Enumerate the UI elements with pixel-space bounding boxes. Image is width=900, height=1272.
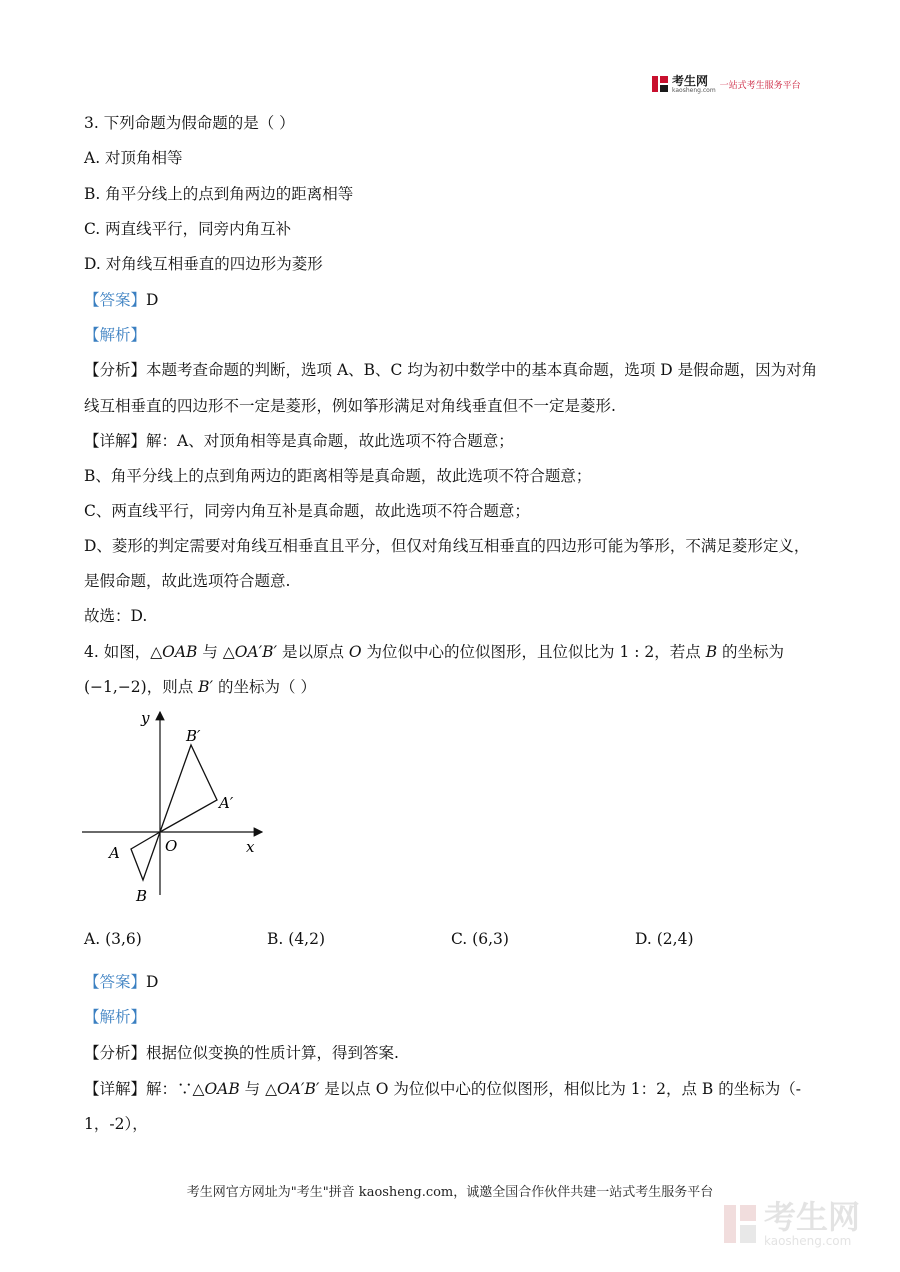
detail-text: 解：A、对顶角相等是真命题，故此选项不符合题意； — [146, 432, 514, 450]
q3-detail-3: C、两直线平行，同旁内角互补是真命题，故此选项不符合题意； — [84, 502, 530, 520]
fenxi-label: 【分析】 — [84, 361, 147, 379]
detail-label: 【详解】 — [84, 1080, 147, 1098]
logo-name: 考生网 — [672, 73, 709, 88]
option-value: (2,4) — [656, 930, 694, 948]
answer-value: D — [146, 973, 159, 991]
fenxi-label: 【分析】 — [84, 1044, 147, 1062]
q3-fenxi-2: 线互相垂直的四边形不一定是菱形，例如筝形满足对角线垂直但不一定是菱形. — [84, 397, 616, 415]
option-label: A. — [84, 930, 101, 948]
q4-answer — [84, 970, 158, 992]
q3-option-d: D. 对角线互相垂直的四边形为菱形 — [84, 255, 323, 273]
option-label: C. — [451, 930, 468, 948]
q4-triangle-oapbp: △OA′B′ — [222, 643, 278, 661]
q4-text: 的坐标为 — [717, 643, 785, 661]
q4-detail-1 — [84, 1077, 801, 1099]
watermark-domain: kaosheng.com — [764, 1234, 852, 1248]
q3-option-a: A. 对顶角相等 — [84, 149, 183, 167]
q3-option-c: C. 两直线平行，同旁内角互补 — [84, 220, 292, 238]
triangle-oab — [131, 832, 160, 880]
footer-text: 考生网官方网址为"考生"拼音 kaosheng.com，诚邀全国合作伙伴共建一站式考生服务平台 — [186, 1185, 714, 1200]
q4-text: 是以原点 — [277, 643, 349, 661]
fenxi-text: 根据位似变换的性质计算，得到答案. — [146, 1044, 399, 1062]
q4-fenxi — [84, 1041, 399, 1063]
answer-label: 【答案】 — [84, 291, 147, 309]
logo-slogan: 一站式考生服务平台 — [719, 80, 801, 91]
q3-detail-5: 是假命题，故此选项符合题意. — [84, 572, 291, 590]
detail-label: 【详解】 — [84, 432, 147, 450]
detail-text: 是以点 O 为位似中心的位似图形，相似比为 1：2，点 B 的坐标为（- — [319, 1080, 801, 1098]
detail-triangle-oapbp: △OA′B′ — [265, 1080, 320, 1098]
q4-detail-2: 1，-2）， — [84, 1115, 148, 1133]
q4-triangle-oab: △OAB — [150, 643, 198, 661]
q4-option-c — [451, 930, 509, 948]
q4-analysis-label: 【解析】 — [84, 1008, 147, 1026]
q4-text: 的坐标为（ ） — [213, 678, 316, 696]
q4-option-b — [267, 930, 325, 948]
logo-domain: kaosheng.com — [672, 86, 716, 94]
answer-label: 【答案】 — [84, 973, 147, 991]
q4-option-a — [84, 930, 142, 948]
q3-detail-4: D、菱形的判定需要对角线互相垂直且平分，但仅对角线互相垂直的四边形可能为筝形，不满足菱形定义， — [84, 537, 810, 555]
q4-ratio: 1 : 2 — [619, 643, 655, 661]
answer-value: D — [146, 291, 159, 309]
watermark-name: 考生网 — [764, 1198, 861, 1236]
q3-analysis-label: 【解析】 — [84, 326, 147, 344]
triangle-oapbp — [160, 745, 217, 832]
q4-text: ，若点 — [654, 643, 706, 661]
q4-text: 为位似中心的位似图形，且位似比为 — [361, 643, 620, 661]
q4-point-bp: B′ — [198, 678, 214, 696]
label-a: A — [109, 844, 120, 862]
option-value: (4,2) — [288, 930, 326, 948]
q4-text: 4. 如图， — [84, 643, 151, 661]
q3-conclusion: 故选：D. — [84, 607, 148, 625]
q4-text: 与 — [197, 643, 223, 661]
watermark-logo — [724, 1198, 861, 1248]
q3-detail-2: B、角平分线上的点到角两边的距离相等是真命题，故此选项不符合题意； — [84, 467, 592, 485]
detail-text: 与 — [239, 1080, 266, 1098]
label-bp: B′ — [186, 727, 201, 745]
fenxi-text: 本题考查命题的判断，选项 A、B、C 均为初中数学中的基本真命题，选项 D 是假命题，因为对角 — [146, 361, 818, 379]
option-value: (6,3) — [472, 930, 509, 948]
q3-option-b: B. 角平分线上的点到角两边的距离相等 — [84, 185, 354, 203]
q3-question: 3. 下列命题为假命题的是（ ） — [84, 114, 295, 132]
watermark-icon — [724, 1201, 758, 1247]
option-label: B. — [267, 930, 284, 948]
q4-option-d — [635, 930, 694, 948]
detail-triangle-oab: △OAB — [192, 1080, 240, 1098]
detail-text: 解：∵ — [146, 1080, 193, 1098]
label-ap: A′ — [219, 794, 234, 812]
q4-point-o: O — [348, 643, 362, 661]
option-label: D. — [635, 930, 652, 948]
label-o: O — [165, 837, 178, 855]
label-x: x — [246, 838, 255, 856]
option-value: (3,6) — [105, 930, 142, 948]
label-b: B — [136, 887, 148, 905]
q4-coord-b: (−1,−2) — [84, 678, 147, 696]
label-y: y — [141, 709, 150, 727]
q4-text: ，则点 — [146, 678, 199, 696]
q4-point-b: B — [705, 643, 718, 661]
